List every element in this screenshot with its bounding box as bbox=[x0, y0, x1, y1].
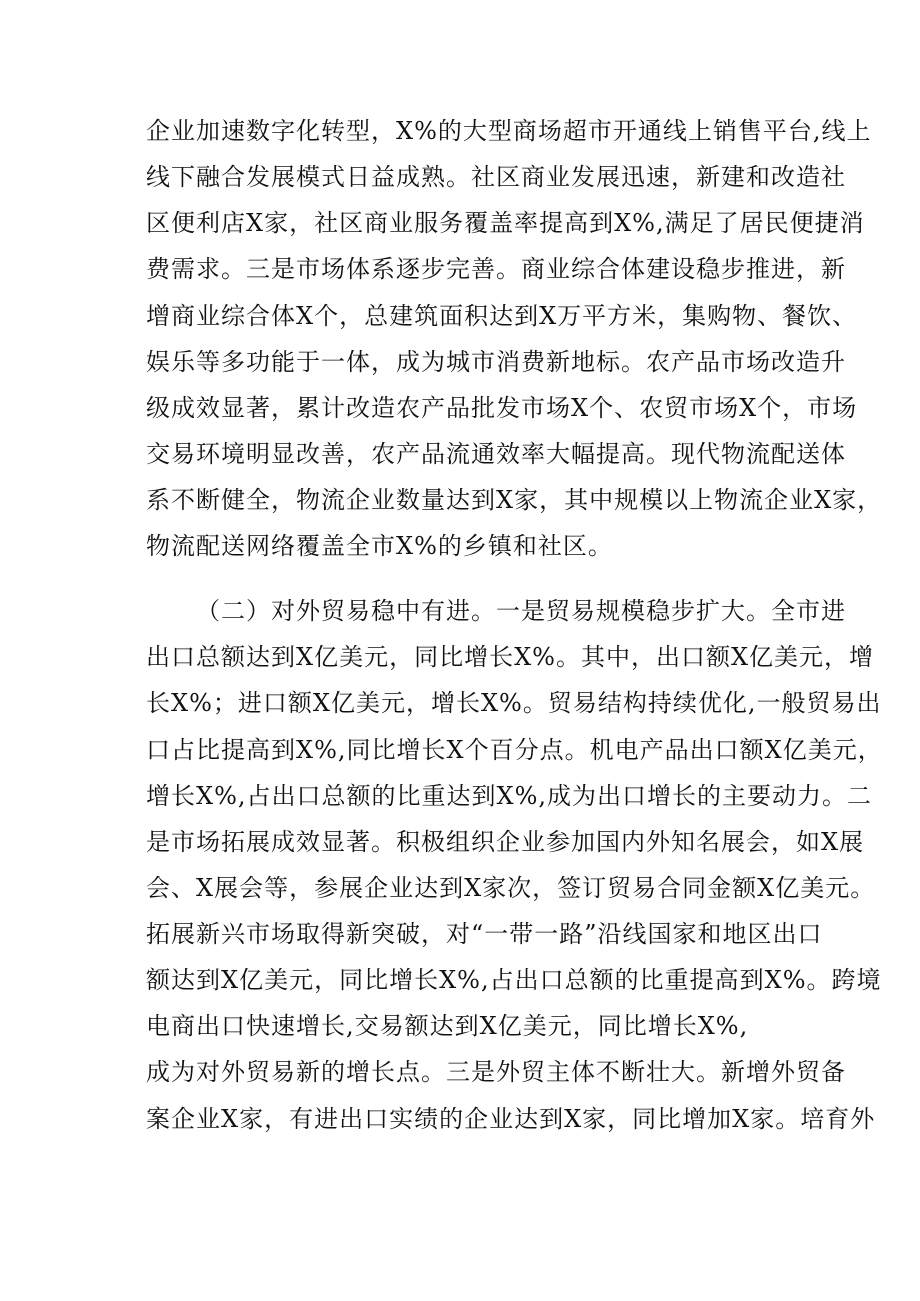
text-line: 增长X%,占出口总额的比重达到X%,成为出口增长的主要动力。二 bbox=[146, 782, 873, 810]
text-line: 企业加速数字化转型，X%的大型商场超市开通线上销售平台,线上 bbox=[146, 117, 872, 145]
text-line: 级成效显著，累计改造农产品批发市场X个、农贸市场X个，市场 bbox=[146, 394, 858, 422]
text-line: 增商业综合体X个，总建筑面积达到X万平方米，集购物、餐饮、 bbox=[146, 302, 858, 330]
text-line: 物流配送网络覆盖全市X%的乡镇和社区。 bbox=[146, 532, 613, 560]
text-line: 是市场拓展成效显著。积极组织企业参加国内外知名展会，如X展 bbox=[146, 828, 865, 856]
text-line: 长X%；进口额X亿美元，增长X%。贸易结构持续优化,一般贸易出 bbox=[146, 689, 882, 717]
text-line: 电商出口快速增长,交易额达到X亿美元，同比增长X%, bbox=[146, 1012, 749, 1040]
text-line: 出口总额达到X亿美元，同比增长X%。其中，出口额X亿美元，增 bbox=[146, 643, 875, 671]
text-line: 案企业X家，有进出口实绩的企业达到X家，同比增加X家。培育外 bbox=[146, 1105, 876, 1133]
text-line: 区便利店X家，社区商业服务覆盖率提高到X%,满足了居民便捷消 bbox=[146, 209, 865, 237]
text-line: 额达到X亿美元，同比增长X%,占出口总额的比重提高到X%。跨境 bbox=[146, 966, 882, 994]
text-line: （二）对外贸易稳中有进。一是贸易规模稳步扩大。全市进 bbox=[196, 597, 846, 625]
text-line: 口占比提高到X%,同比增长X个百分点。机电产品出口额X亿美元， bbox=[146, 736, 883, 764]
text-line: 成为对外贸易新的增长点。三是外贸主体不断壮大。新增外贸备 bbox=[146, 1058, 846, 1086]
text-line: 系不断健全，物流企业数量达到X家，其中规模以上物流企业X家， bbox=[146, 486, 883, 514]
text-line: 线下融合发展模式日益成熟。社区商业发展迅速，新建和改造社 bbox=[146, 163, 846, 191]
text-line: 交易环境明显改善，农产品流通效率大幅提高。现代物流配送体 bbox=[146, 440, 846, 468]
text-line: 会、X展会等，参展企业达到X家次，签订贸易合同金额X亿美元。 bbox=[146, 874, 876, 902]
text-line: 拓展新兴市场取得新突破，对“一带一路”沿线国家和地区出口 bbox=[146, 920, 823, 948]
text-line: 费需求。三是市场体系逐步完善。商业综合体建设稳步推进，新 bbox=[146, 255, 846, 283]
text-line: 娱乐等多功能于一体，成为城市消费新地标。农产品市场改造升 bbox=[146, 348, 846, 376]
